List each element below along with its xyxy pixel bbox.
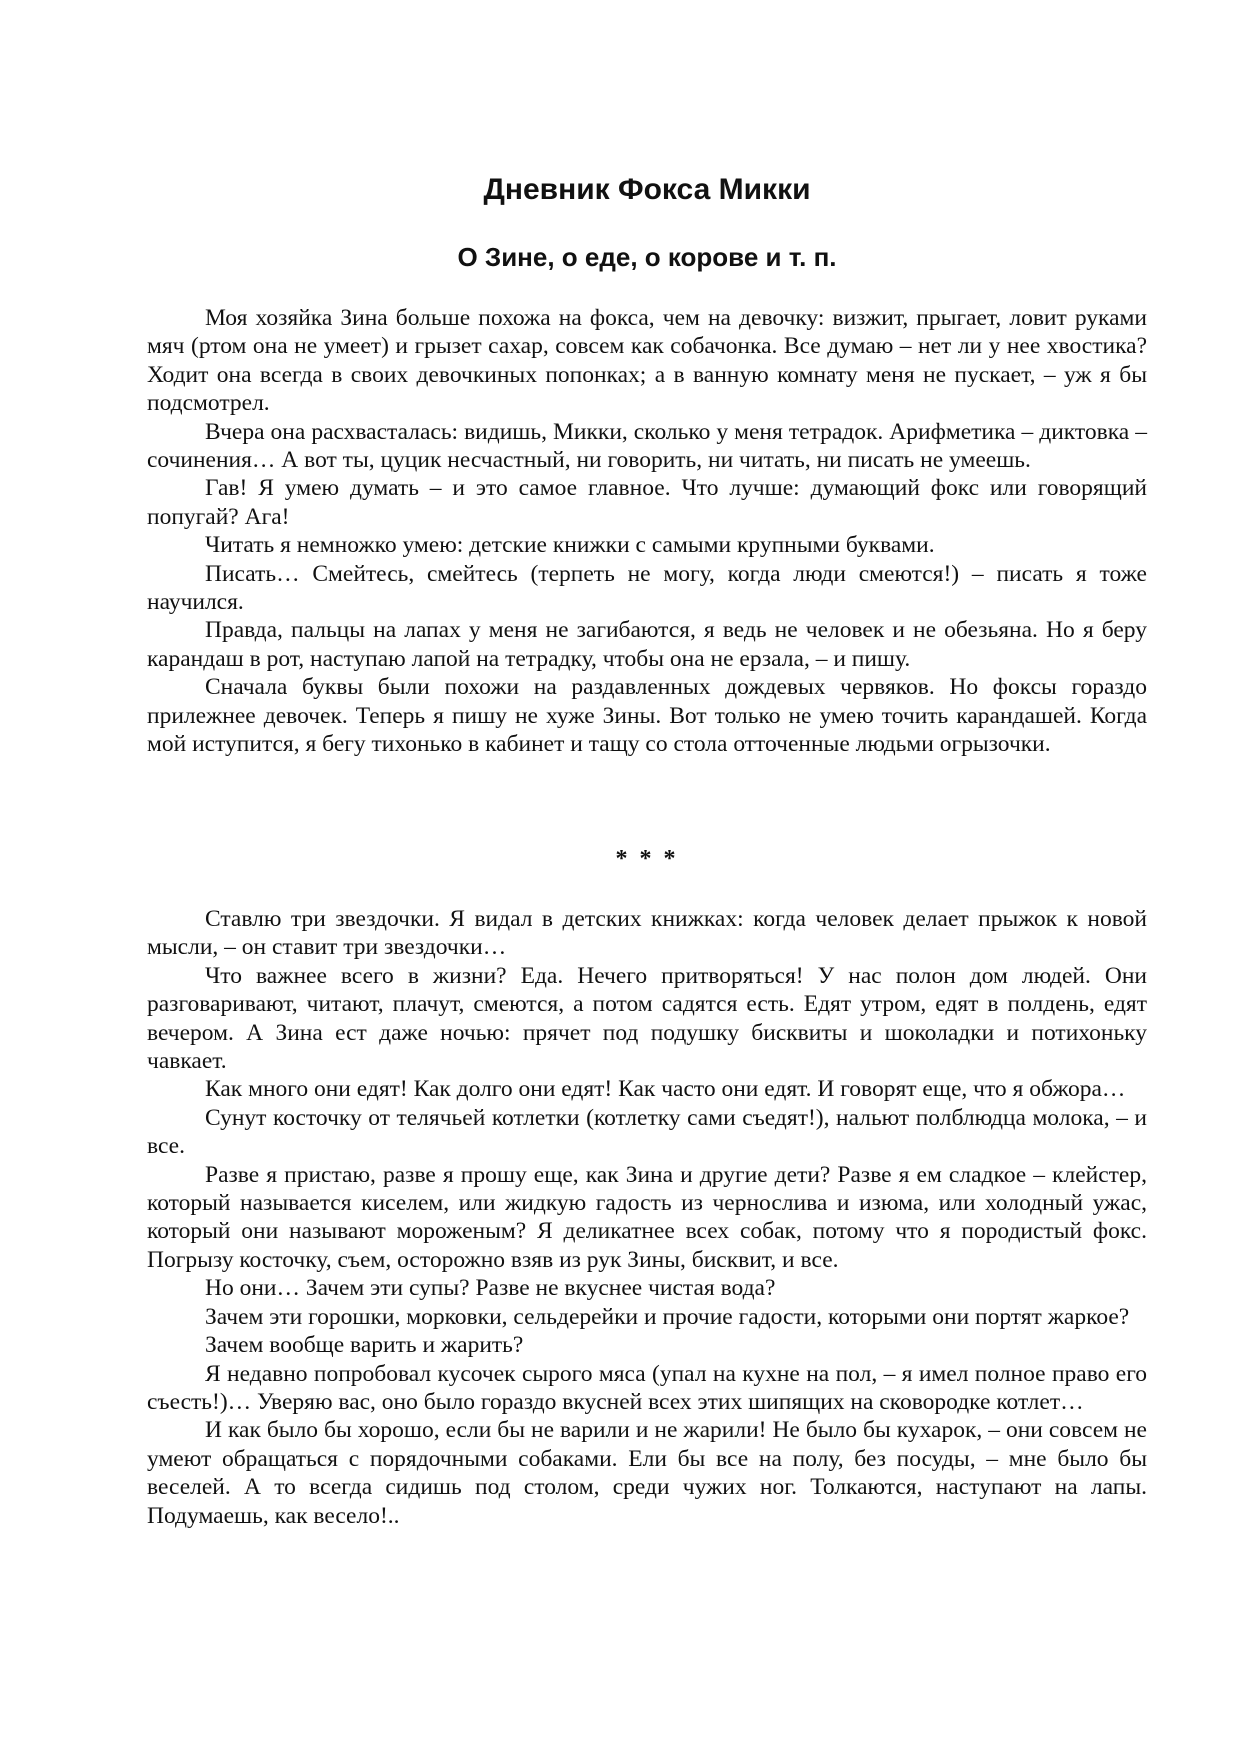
paragraph: Моя хозяйка Зина больше похожа на фокса, чем на девочку: визжит, прыгает, ловит руками мяч (ртом она не умеет) и грызет сахар, совсем как собачонка. Все думаю – нет ли у нее хвостика? Ходит она всегда в своих девочкиных попонках; а в ванную комнату меня не пускает, – уж я бы подсмотрел.	[147, 305, 1147, 417]
paragraph: Зачем эти горошки, морковки, сельдерейки и прочие гадости, которыми они портят жаркое?	[205, 1303, 1130, 1330]
paragraph: Я недавно попробовал кусочек сырого мяса (упал на кухне на пол, – я имел полное право его съесть!)… Уверяю вас, оно было гораздо вкусней всех этих шипящих на сковородке котлет…	[147, 1360, 1147, 1415]
paragraph: Читать я немножко умею: детские книжки с самыми крупными буквами.	[205, 532, 935, 559]
paragraph: Ставлю три звездочки. Я видал в детских книжках: когда человек делает прыжок к новой мысли, – он ставит три звездочки…	[147, 906, 1147, 961]
document-title: Дневник Фокса Микки	[483, 173, 811, 206]
chapter-subtitle: О Зине, о еде, о корове и т. п.	[457, 242, 837, 272]
paragraph: Писать… Смейтесь, смейтесь (терпеть не могу, когда люди смеются!) – писать я тоже научился.	[147, 560, 1147, 616]
section-1	[147, 304, 1147, 759]
paragraph: Разве я пристаю, разве я прошу еще, как Зина и другие дети? Разве я ем сладкое – клейстер, который называется киселем, или жидкую гадость из чернослива и изюма, или холодный ужас, который они называют мороженым? Я деликатнее всех собак, потому что я породистый фокс. Погрызу косточку, съем, осторожно взяв из рук Зины, бисквит, и все.	[147, 1161, 1147, 1273]
paragraph: Как много они едят! Как долго они едят! Как часто они едят. И говорят еще, что я обжора…	[205, 1076, 1126, 1103]
paragraph: Что важнее всего в жизни? Еда. Нечего притворяться! У нас полон дом людей. Они разговаривают, читают, плачут, смеются, а потом садятся есть. Едят утром, едят в полдень, едят вечером. А Зина ест даже ночью: прячет под подушку бисквиты и шоколадки и потихоньку чавкает.	[147, 962, 1147, 1075]
paragraph: Сунут косточку от телячьей котлетки (котлетку сами съедят!), нальют полблюдца молока, – и все.	[147, 1104, 1147, 1160]
paragraph: Гав! Я умею думать – и это самое главное. Что лучше: думающий фокс или говорящий попугай? Ага!	[147, 475, 1147, 530]
paragraph: Но они… Зачем эти супы? Разве не вкуснее чистая вода?	[205, 1275, 776, 1302]
paragraph: Вчера она расхвасталась: видишь, Микки, сколько у меня тетрадок. Арифметика – диктовка – сочинения… А вот ты, цуцик несчастный, ни говорить, ни читать, ни писать не умеешь.	[147, 418, 1147, 474]
paragraph: Сначала буквы были похожи на раздавленных дождевых червяков. Но фоксы гораздо прилежнее девочек. Теперь я пишу не хуже Зины. Вот только не умею точить карандашей. Когда мой иступится, я бегу тихонько в кабинет и тащу со стола отточенные людьми огрызочки.	[147, 674, 1147, 758]
paragraph: Правда, пальцы на лапах у меня не загибаются, я ведь не человек и не обезьяна. Но я беру карандаш в рот, наступаю лапой на тетрадку, чтобы она не ерзала, – и пишу.	[147, 617, 1147, 672]
section-separator: * * *	[615, 846, 679, 872]
paragraph: И как было бы хорошо, если бы не варили и не жарили! Не было бы кухарок, – они совсем не умеют обращаться с порядочными собаками. Ели бы все на полу, без посуды, – мне было бы веселей. А то всегда сидишь под столом, среди чужих ног. Толкаются, наступают на лапы. Подумаешь, как весело!..	[147, 1417, 1147, 1529]
section-2	[147, 905, 1147, 1530]
paragraph: Зачем вообще варить и жарить?	[205, 1332, 524, 1359]
